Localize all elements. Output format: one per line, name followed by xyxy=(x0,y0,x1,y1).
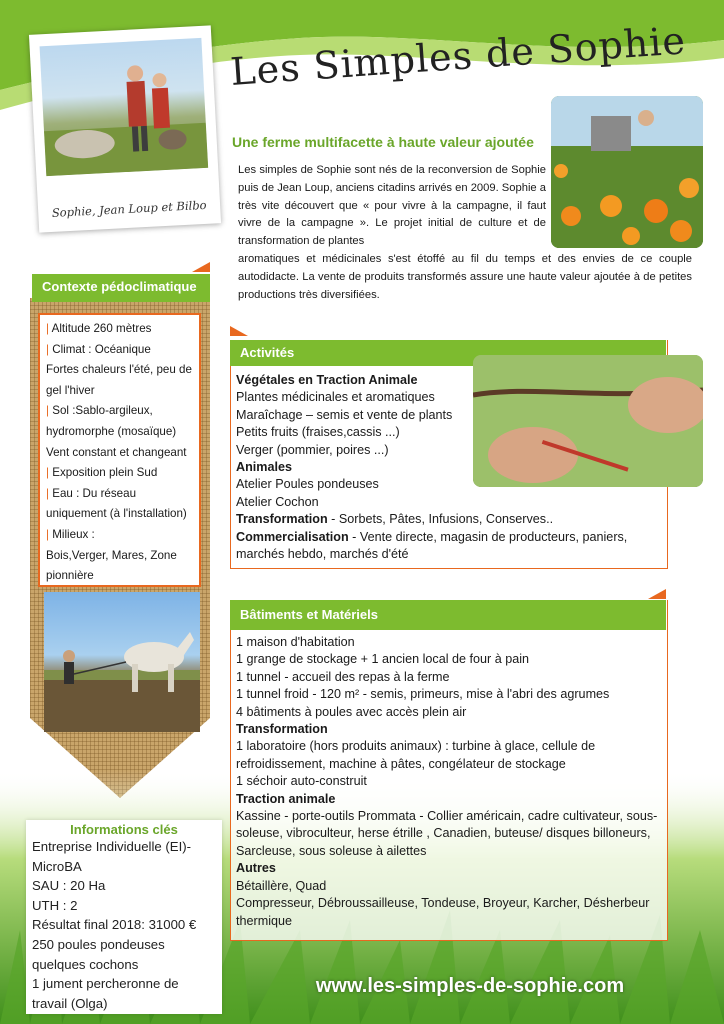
animales-title: Animales xyxy=(236,460,292,475)
family-photo xyxy=(40,38,209,176)
photo-caption: Sophie, Jean Loup et Bilbo xyxy=(51,197,207,220)
transformation-item: 1 laboratoire (hors produits animaux) : turbine à glace, cellule de refroidissement, machine à pâtes, congélateur de stockage xyxy=(236,739,596,771)
website-link[interactable]: www.les-simples-de-sophie.com xyxy=(315,975,625,997)
activity-item: Verger (pommier, poires ...) xyxy=(236,442,389,457)
activity-item: Atelier Poules pondeuses xyxy=(236,477,379,492)
page-subtitle: Une ferme multifacette à haute valeur ajoutée xyxy=(232,134,534,150)
intro-paragraph-bottom: aromatiques et médicinales s'est étoffé au fil du temps et des envies de ce couple autodidacte. La vente de produits transformés assure une haute valeur ajoutée à de petites productions très diversifiées. xyxy=(238,253,692,301)
pedo-item: Bois,Verger, Mares, Zone pionnière xyxy=(46,548,177,583)
info-line: 250 poules pondeuses xyxy=(32,936,165,952)
pedo-item: | Eau : Du réseau uniquement (à l'installation) xyxy=(46,486,187,521)
orange-tab-decoration xyxy=(230,326,248,336)
batiment-item: 1 tunnel froid - 120 m² - semis, primeurs, mise à l'abri des agrumes xyxy=(236,687,610,702)
transformation-title: Transformation xyxy=(236,722,328,737)
activity-item: Petits fruits (fraises,cassis ...) xyxy=(236,425,400,440)
commercialisation-line: Commercialisation - Vente directe, magasin de producteurs, paniers, marchés hebdo, marchés d'été xyxy=(236,529,628,562)
transformation-line: Transformation - Sorbets, Pâtes, Infusions, Conserves.. xyxy=(236,512,554,527)
activity-item: Atelier Cochon xyxy=(236,494,319,509)
page-title: Les Simples de Sophie xyxy=(228,18,688,95)
vegetales-title: Végétales en Traction Animale xyxy=(236,373,418,387)
batiments-content xyxy=(236,634,660,930)
batiment-item: 1 tunnel - accueil des repas à la ferme xyxy=(236,669,450,684)
activity-item: Plantes médicinales et aromatiques xyxy=(236,390,435,405)
batiment-item: 1 maison d'habitation xyxy=(236,635,355,649)
family-polaroid xyxy=(29,25,221,232)
pedo-item: | Altitude 260 mètres xyxy=(46,322,152,335)
orange-tab-decoration xyxy=(192,262,210,272)
pedo-heading: Contexte pédoclimatique xyxy=(32,274,210,302)
activites-content xyxy=(236,372,666,563)
traction-title: Traction animale xyxy=(236,791,336,806)
transformation-item: 1 séchoir auto-construit xyxy=(236,774,367,789)
info-line: UTH : 2 xyxy=(32,897,78,913)
pedo-climate-list xyxy=(38,313,201,587)
pedo-item: Vent constant et changeant xyxy=(46,445,187,459)
info-line: SAU : 20 Ha xyxy=(32,878,106,894)
batiment-item: 1 grange de stockage + 1 ancien local de four à pain xyxy=(236,652,530,667)
autres-item: Bétaillère, Quad xyxy=(236,878,327,893)
info-line: Résultat final 2018: 31000 € xyxy=(32,917,197,933)
pedo-item: | Sol :Sablo-argileux, hydromorphe (mosaïque) xyxy=(46,404,177,438)
activites-heading: Activités xyxy=(230,340,666,366)
intro-paragraph-top: Les simples de Sophie sont nés de la reconversion de Sophie puis de Jean Loup, anciens citadins arrivés en 2009. Sophie a très vite découvert que « pour vivre à la campagne, il faut vivre de la campagne ». Le projet initial de culture et de transformation de plantes xyxy=(238,164,546,248)
flower-field-photo xyxy=(551,96,703,248)
pedo-item: | Milieux : xyxy=(46,527,95,541)
pedo-item: | Climat : Océanique xyxy=(46,342,151,356)
key-info-box xyxy=(26,820,222,1014)
info-heading: Informations clés xyxy=(70,822,178,837)
batiments-heading: Bâtiments et Matériels xyxy=(230,600,666,630)
info-line: Entreprise Individuelle (EI)-MicroBA xyxy=(32,839,192,874)
info-line: 1 jument percheronne de travail (Olga) xyxy=(32,976,179,1011)
traction-text: Kassine - porte-outils Prommata - Collier américain, cadre cultivateur, sous-soleuse, vibroculteur, herse étrille , Canadien, buteuse/ disques billoneurs, Sarcleuse, sous soleuse à ailettes xyxy=(236,809,658,858)
autres-title: Autres xyxy=(236,861,276,876)
pedo-item: Fortes chaleurs l'été, peu de gel l'hiver xyxy=(46,363,192,397)
pedo-item: | Exposition plein Sud xyxy=(46,466,158,480)
info-line: quelques cochons xyxy=(32,956,139,972)
autres-item: Compresseur, Débroussailleuse, Tondeuse, Broyeur, Karcher, Désherbeur thermique xyxy=(236,896,650,928)
orange-tab-decoration xyxy=(648,589,666,599)
activity-item: Maraîchage – semis et vente de plants xyxy=(236,407,453,422)
horse-plowing-photo xyxy=(44,592,200,732)
batiment-item: 4 bâtiments à poules avec accès plein air xyxy=(236,704,467,719)
